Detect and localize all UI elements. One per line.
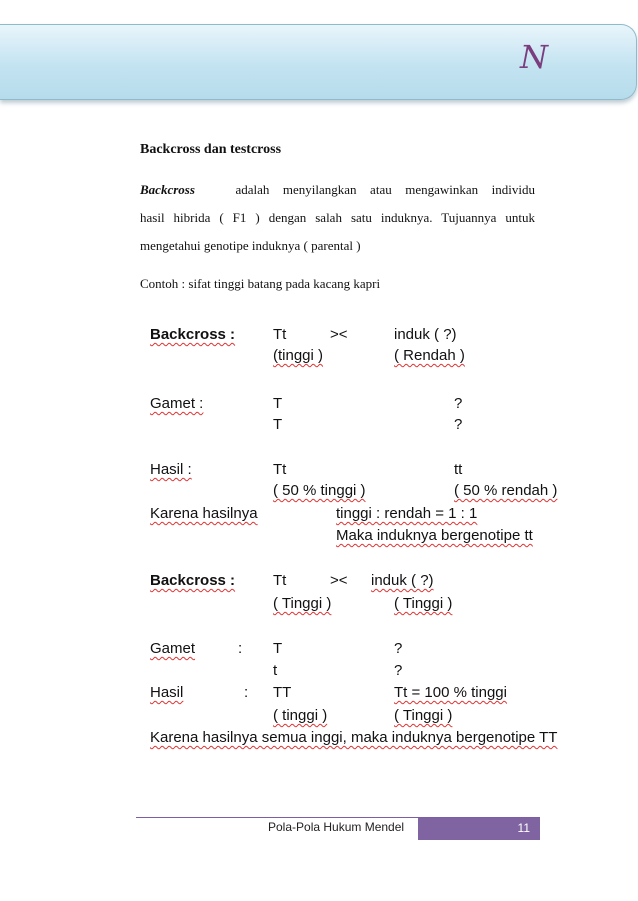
definition-line1: adalah menyilangkan atau mengawinkan individu [235,182,536,197]
footer-title: Pola-Pola Hukum Mendel [268,820,405,834]
b1-gamet-label: Gamet : [150,395,204,412]
b2-hasil-label: Hasil [150,684,184,701]
footer-page-box [418,818,540,840]
b1-gamet1b: T [273,416,283,433]
b1-maka: Maka induknya bergenotipe tt [336,527,533,544]
b2-label: Backcross : [150,572,236,589]
definition-term: Backcross [140,182,195,197]
b1-gamet1a: T [273,395,283,412]
b2-hasil2-pheno: ( Tinggi ) [394,707,453,724]
backcross-figure [140,316,620,756]
b1-hasil-label: Hasil : [150,461,192,478]
b1-hasil1: Tt [273,461,287,478]
b1-hasil1-pheno: ( 50 % tinggi ) [273,482,366,499]
b1-label: Backcross : [150,326,236,343]
b2-hasil1-pheno: ( tinggi ) [273,707,328,724]
b1-ratio: tinggi : rendah = 1 : 1 [336,505,478,522]
b1-parent1: Tt [273,326,287,343]
definition-paragraph [140,176,535,232]
example-text: Contoh : sifat tinggi batang pada kacang kapri [140,276,381,291]
b1-parent2: induk ( ?) [394,326,457,343]
b2-gamet2b: ? [394,662,403,679]
b1-pheno1: (tinggi ) [273,347,324,364]
b1-hasil2: tt [454,461,463,478]
b2-pheno1: ( Tinggi ) [273,595,332,612]
b1-gamet2a: ? [454,395,463,412]
b2-pheno2: ( Tinggi ) [394,595,453,612]
b1-cross-symbol: >< [330,326,348,343]
b2-hasil1: TT [273,684,292,701]
b2-parent1: Tt [273,572,287,589]
b1-hasil2-pheno: ( 50 % rendah ) [454,482,558,499]
b2-hasil2: Tt = 100 % tinggi [394,684,507,701]
b2-hasil-colon: : [244,684,249,701]
b2-gamet1b: t [273,662,278,679]
b2-gamet-colon: : [238,640,243,657]
b2-gamet1a: T [273,640,283,657]
b2-gamet-label: Gamet [150,640,196,657]
page-number: 11 [517,821,530,835]
b1-karena: Karena hasilnya [150,505,258,522]
definition-line3: mengetahui genotipe induknya ( parental ) [140,238,361,253]
b2-cross-symbol: >< [330,572,348,589]
b2-karena: Karena hasilnya semua inggi, maka induknya bergenotipe TT [150,729,558,746]
definition-line2: hasil hibrida ( F1 ) dengan salah satu induknya. Tujuannya untuk [140,210,535,225]
header-letter: N [520,38,548,76]
b2-parent2: induk ( ?) [371,572,434,589]
b1-gamet2b: ? [454,416,463,433]
b1-pheno2: ( Rendah ) [394,347,465,364]
b2-gamet2a: ? [394,640,403,657]
section-title: Backcross dan testcross [140,142,282,157]
